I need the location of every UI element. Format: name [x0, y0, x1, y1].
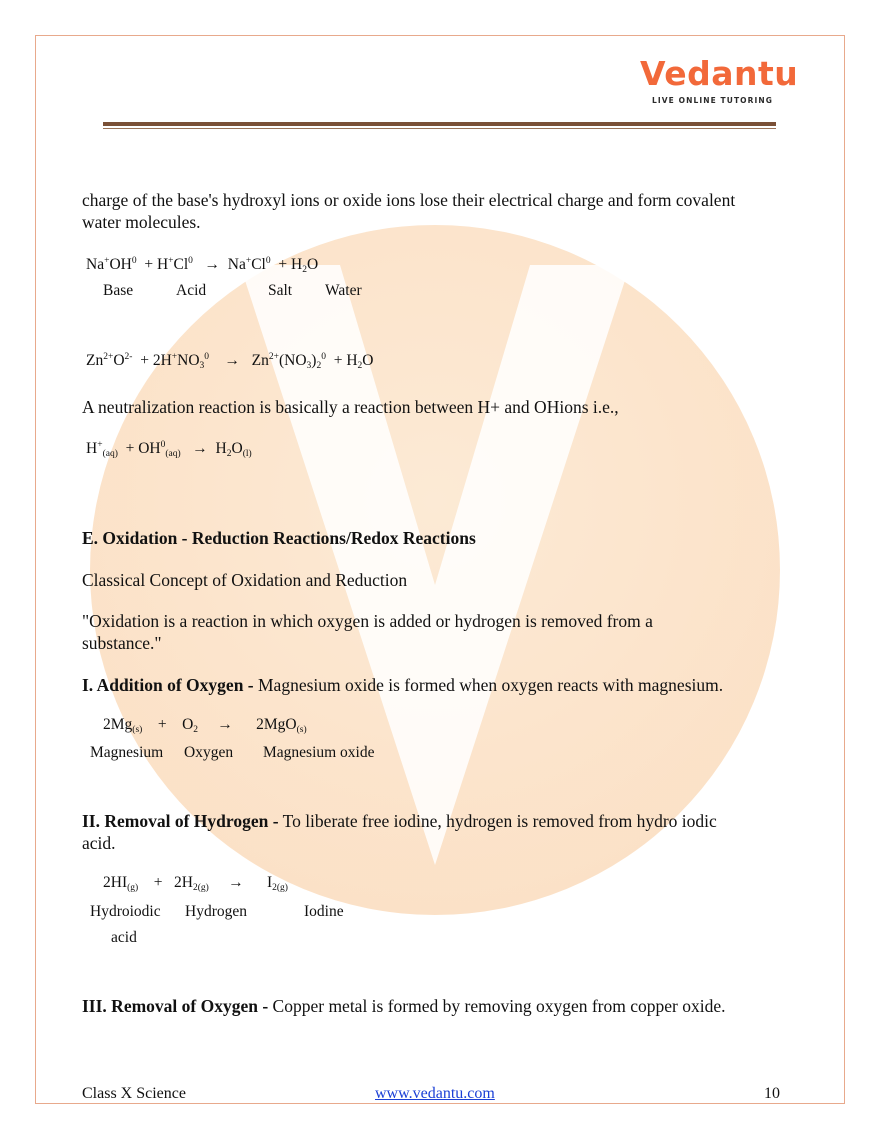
label-hydrogen: Hydrogen [185, 903, 247, 920]
equation-mg-o2: $2Mg_{(s)}$ + $O_2$ → 2MgO$_{(s)}$ [103, 716, 307, 735]
equation-hi: $2HI_{(g)}$ + $2H_{2(g)}$ → $I_{2(g)}$ [103, 874, 288, 893]
definition-line-2: substance." [82, 633, 162, 653]
label-magnesium-oxide: Magnesium oxide [263, 744, 375, 761]
equation-naoh-hcl: $Na^+OH^0 + H^+Cl^0 \to Na^+Cl^0 + H_2O$ [86, 256, 319, 275]
label-oxygen: Oxygen [184, 744, 234, 761]
removal-of-hydrogen: II. Removal of Hydrogen - To liberate free iodine, hydrogen is removed from hydro iodic [82, 811, 717, 831]
intro-line-1: charge of the base's hydroxyl ions or oxide ions lose their electrical charge and form covalent [82, 190, 736, 210]
label-magnesium: Magnesium [90, 744, 164, 761]
removal-of-hydrogen-line-2: acid. [82, 833, 116, 853]
label-acid: Acid [176, 282, 207, 299]
header-rule-thin [103, 128, 776, 129]
label-acid-2: acid [111, 929, 137, 946]
logo-wordmark: Vedantu [640, 54, 799, 93]
footer-link-wrap [375, 1085, 495, 1103]
label-salt: Salt [268, 282, 293, 299]
neutralization-text: A neutralization reaction is basically a reaction between H+ and OHions i.e., [82, 397, 619, 417]
header-rule [103, 122, 776, 126]
equation-zno-hno3: $Zn^{2+}O^{2-} + 2H^+NO_3^0$ → $Zn^{2+}(NO_3)_2^0 + H_2O$ [86, 352, 374, 371]
vedantu-logo[interactable] [640, 54, 799, 110]
removal-of-oxygen: III. Removal of Oxygen - Copper metal is formed by removing oxygen from copper oxide. [82, 996, 726, 1016]
page-number: 10 [764, 1085, 780, 1102]
logo-tagline: LIVE ONLINE TUTORING [652, 96, 774, 105]
label-base: Base [103, 282, 134, 299]
label-iodine: Iodine [304, 903, 344, 920]
footer-class: Class X Science [82, 1085, 186, 1102]
addition-of-oxygen: I. Addition of Oxygen - Magnesium oxide is formed when oxygen reacts with magnesium. [82, 675, 724, 695]
definition-line-1: "Oxidation is a reaction in which oxygen is added or hydrogen is removed from a [82, 611, 653, 631]
footer-website-link[interactable]: www.vedantu.com [375, 1085, 495, 1102]
label-water: Water [325, 282, 362, 299]
section-e-heading: E. Oxidation - Reduction Reactions/Redox Reactions [82, 528, 476, 548]
intro-line-2: water molecules. [82, 212, 201, 232]
label-hydroiodic: Hydroiodic [90, 903, 161, 920]
classical-concept: Classical Concept of Oxidation and Reduction [82, 570, 408, 590]
equation-h-oh: $H^+_{(aq)} + OH^0_{(aq)} \to H_2O_{(l)}$ [86, 440, 252, 459]
